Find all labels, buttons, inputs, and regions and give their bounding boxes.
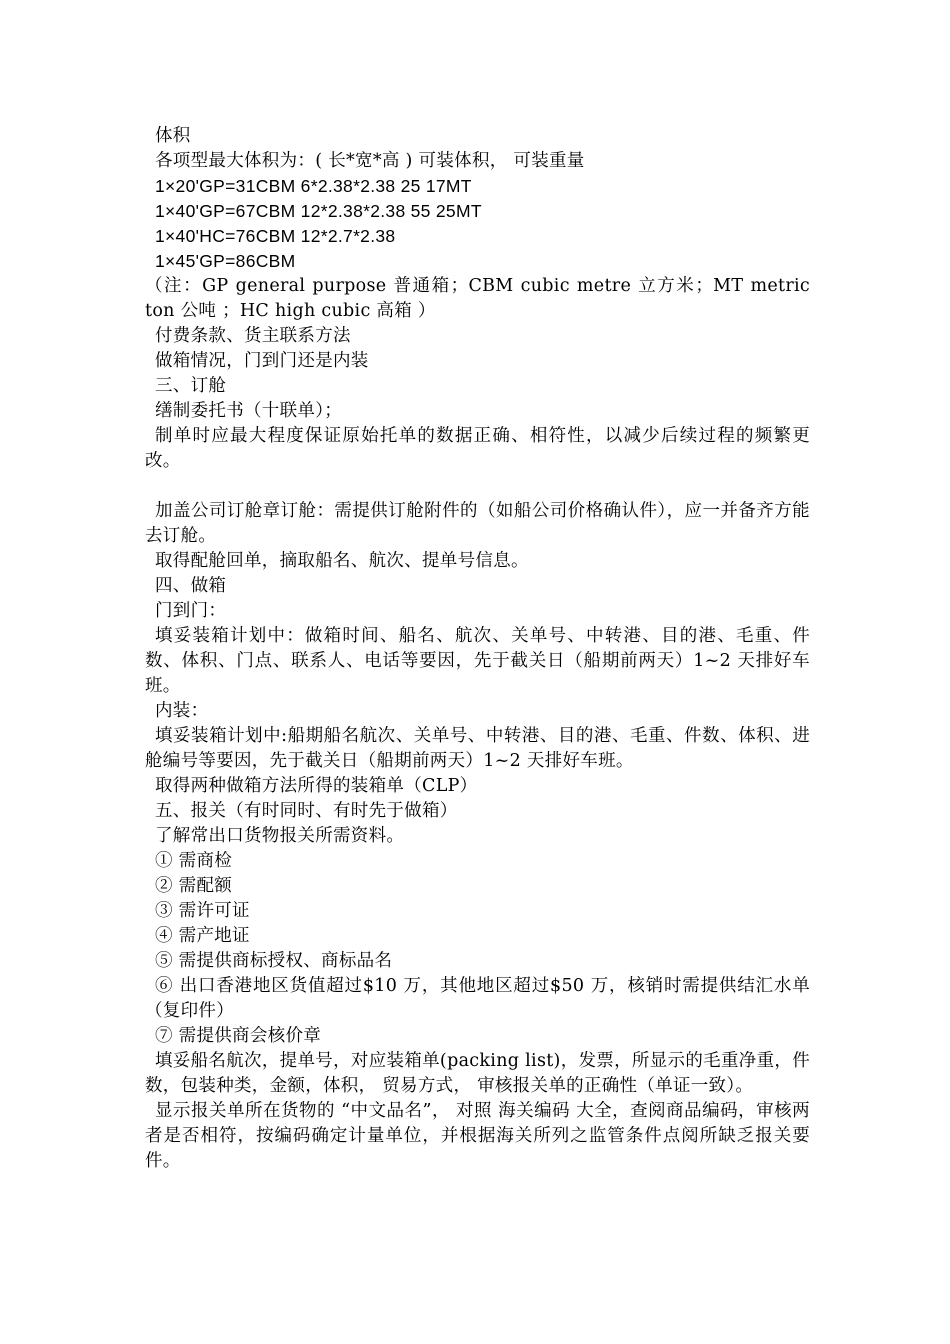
heading-volume: 体积 (155, 126, 191, 146)
list-item: ② 需配额 (155, 876, 233, 896)
list-item: ⑦ 需提供商会核价章 (155, 1026, 322, 1046)
text-line: 付费条款、货主联系方法 (155, 326, 351, 346)
paragraph: 加盖公司订舱章订舱：需提供订舱附件的（如船公司价格确认件），应一并备齐方能去订舱。 (145, 501, 810, 546)
note-paragraph: （注：GP general purpose 普通箱；CBM cubic metre 立方米；MT metric ton 公吨 ；HC high cubic 高箱 ） (145, 276, 810, 321)
container-spec-45gp: 1×45'GP=86CBM (155, 251, 296, 271)
blank-line (145, 474, 810, 499)
paragraph: 填妥装箱计划中:船期船名航次、关单号、中转港、目的港、毛重、件数、体积、进舱编号等要因，先于截关日（船期前两天）1~2 天排好车班。 (145, 726, 810, 771)
text-line: 门到门： (155, 601, 227, 621)
text-line: 内装： (155, 701, 209, 721)
container-spec-40hc: 1×40'HC=76CBM 12*2.7*2.38 (155, 226, 396, 246)
list-item: ⑤ 需提供商标授权、商标品名 (155, 951, 393, 971)
text-line: 缮制委托书（十联单）； (155, 401, 343, 421)
text-line: 各项型最大体积为：( 长*宽*高 ) 可装体积， 可装重量 (155, 151, 585, 171)
text-line: 取得两种做箱方法所得的装箱单（CLP） (155, 776, 478, 796)
paragraph: 显示报关单所在货物的 “中文品名”， 对照 海关编码 大全，查阅商品编码，审核两者是否相符，按编码确定计量单位，并根据海关所列之监管条件点阅所缺乏报关要件。 (145, 1101, 810, 1171)
paragraph: 制单时应最大程度保证原始托单的数据正确、相符性，以减少后续过程的频繁更改。 (145, 426, 810, 471)
paragraph: 填妥船名航次，提单号，对应装箱单(packing list)，发票，所显示的毛重净重，件数，包装种类，金额，体积， 贸易方式， 审核报关单的正确性（单证一致）。 (145, 1051, 810, 1096)
list-item: ③ 需许可证 (155, 901, 250, 921)
section-heading-customs: 五、报关（有时同时、有时先于做箱） (155, 801, 458, 821)
text-line: 取得配舱回单，摘取船名、航次、提单号信息。 (155, 551, 529, 571)
section-heading-booking: 三、订舱 (155, 376, 227, 396)
container-spec-40gp: 1×40'GP=67CBM 12*2.38*2.38 55 25MT (155, 201, 482, 221)
section-heading-stuffing: 四、做箱 (155, 576, 227, 596)
paragraph: 填妥装箱计划中：做箱时间、船名、航次、关单号、中转港、目的港、毛重、件数、体积、门点、联系人、电话等要因，先于截关日（船期前两天）1~2 天排好车班。 (145, 626, 810, 696)
list-item: ④ 需产地证 (155, 926, 250, 946)
text-line: 了解常出口货物报关所需资料。 (155, 826, 405, 846)
list-item: ① 需商检 (155, 851, 233, 871)
container-spec-20gp: 1×20'GP=31CBM 6*2.38*2.38 25 17MT (155, 176, 472, 196)
text-line: 做箱情况，门到门还是内装 (155, 351, 369, 371)
document-body (145, 124, 810, 1174)
list-item: ⑥ 出口香港地区货值超过$10 万，其他地区超过$50 万，核销时需提供结汇水单（复印件） (145, 976, 810, 1021)
